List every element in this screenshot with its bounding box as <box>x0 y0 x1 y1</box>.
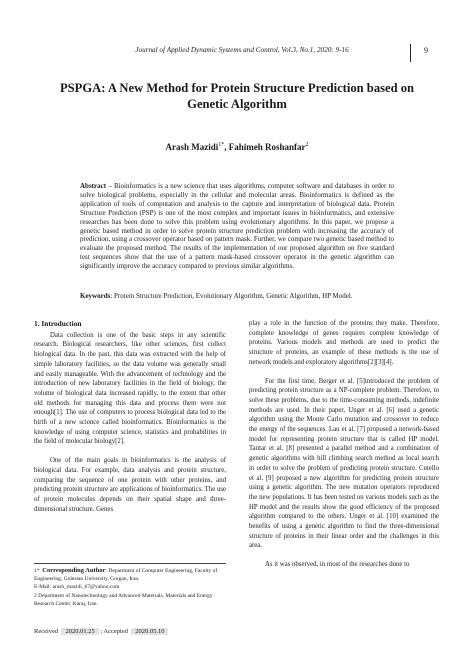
footnote-affiliation-1: : Department of Computer Engineering, Faculty of Engineering, Golestan University, Gorgan, Iran. <box>34 568 218 583</box>
author-1-mark: 1* <box>218 142 225 148</box>
journal-header: Journal of Applied Dynamic Systems and Control, Vol.3, No.1, 2020: 9-16 <box>135 46 349 54</box>
accepted-date: 2020.05.10 <box>131 628 168 635</box>
section-title: 1. Introduction <box>34 319 82 328</box>
received-label: Received <box>34 628 59 635</box>
paragraph: Data collection is one of the basic steps in any scientific research. Biological researchers, like other sciences, first collect biological data. In the past, this data was extracted with the help of simple laboratory facilities, so the data volume was generally small and easily manageable. With the advancement of technology and the introduction of new laboratory facilities in the field of biology, the volume of biological data increased rapidly, to the extent that other old methods for managing this data and process them were not enough[1]. The use of computers to process biological data led to the birth of a new science called bioinformatics. Bioinformatics is the knowledge of using computer science, statistics and probabilities in the field of molecular biology[2]. <box>34 331 226 446</box>
right-column <box>249 319 439 579</box>
header-divider <box>410 44 411 62</box>
author-separator: , <box>224 142 229 152</box>
received-date: 2020.01.25 <box>61 628 98 635</box>
footnote-mark: 1* <box>34 568 40 574</box>
abstract-text: – Bioinformatics is a new science that uses algorithms, computer software and databases in order to solve biological problems, especially in the cellular and molecular areas. Bioinformatics is defined as the application of tools of computation and analysis to the capture and interpretation of biological data. Protein Structure Prediction (PSP) is one of the most complex and important issues in bioinformatics, and extensive researches has been done to solve this problem using evolutionary algorithms. In this paper, we propose a genetic based method in order to solve protein structure prediction problem with increasing the accuracy of prediction, using a crossover operator based on pattern mask. Further, we compare two genetic based method to evaluate the proposed method. The results of the implementation of our proposed algorithm on five standard test sequences show that the use of a pattern mask-based crossover operator in the genetic algorithm can significantly improve the accuracy compared to previous similar algorithms. <box>80 182 394 271</box>
footnote <box>34 567 230 608</box>
paper-title: PSPGA: A New Method for Protein Structure Prediction based on Genetic Algorithm <box>59 81 415 111</box>
page-number: 9 <box>424 46 428 55</box>
author-1: Arash Mazidi <box>165 142 219 152</box>
abstract <box>80 182 394 271</box>
keywords-label: Keywords <box>80 292 111 300</box>
author-2: Fahimeh Roshanfar <box>228 142 306 152</box>
footnote-divider <box>34 563 226 564</box>
keywords-text: : Protein Structure Prediction, Evolutionary Algorithm, Genetic Algorithm, HP Model. <box>110 292 353 300</box>
left-column <box>34 319 226 523</box>
keywords <box>80 292 394 300</box>
author-2-mark: 2 <box>305 142 309 148</box>
paragraph: As it was observed, in most of the researches done to <box>265 561 410 569</box>
author-line <box>40 142 434 152</box>
accepted-label: ; Accepted <box>100 628 128 635</box>
paragraph: For the first time, Berger et al. [5]introduced the problem of predicting protein structure as a NP-complete problem. Therefore, to solve these problems, due to the time-consuming methods, indefinite methods are used. In their paper, Unger et al. [6] used a genetic algorithm using the Monte Carlo mutation and crossover to reduce the energy of the sequences. Lau et al. [7] proposed a network-based model for representing protein structure that is called HP model. Tantar et al. [8] presented a parallel method and a combination of genetic algorithms with hill climbing search method as local search in order to solve the problem of predicting protein structure. Cutello et al. [9] proposed a new algorithm for predicting protein structure using a genetic algorithm. The new mutation operators reproduced the new populations. It has been tested on various models such as the HP model and the results show the good efficiency of the proposed algorithm compared to the others. Unger et al. [10] examined the benefits of using a genetic algorithm to find the three-dimensional structure of proteins in their linear order and the challenges in this area. <box>249 377 439 550</box>
submission-dates <box>34 628 234 635</box>
abstract-label: Abstract <box>80 182 107 190</box>
footnote-label: Corresponding Author <box>42 567 106 574</box>
footnote-email: E-Mail: arash_mazidi_67@yahoo.com <box>34 584 120 591</box>
footnote-affiliation-2: 2 Department of Nanotechnology and Advanced Materials, Materials and Energy Research Center, Karaj, Iran. <box>34 592 213 607</box>
paragraph: One of the main goals in bioinformatics is the analysis of biological data. For example, data analysis and protein structure, comparing the sequence of one protein with other proteins, and predicting protein structure are applications of bioinformatics. The use of protein molecules depends on their spatial shape and three-dimensional structure. Genes <box>34 457 226 513</box>
paragraph: play a role in the function of the proteins they make. Therefore, complete knowledge of genes requires complete knowledge of proteins. Various models and methods are used to predict the structure of proteins, an example of these methods is the use of network models and exploratory algorithms[2][3][4]. <box>249 320 439 366</box>
